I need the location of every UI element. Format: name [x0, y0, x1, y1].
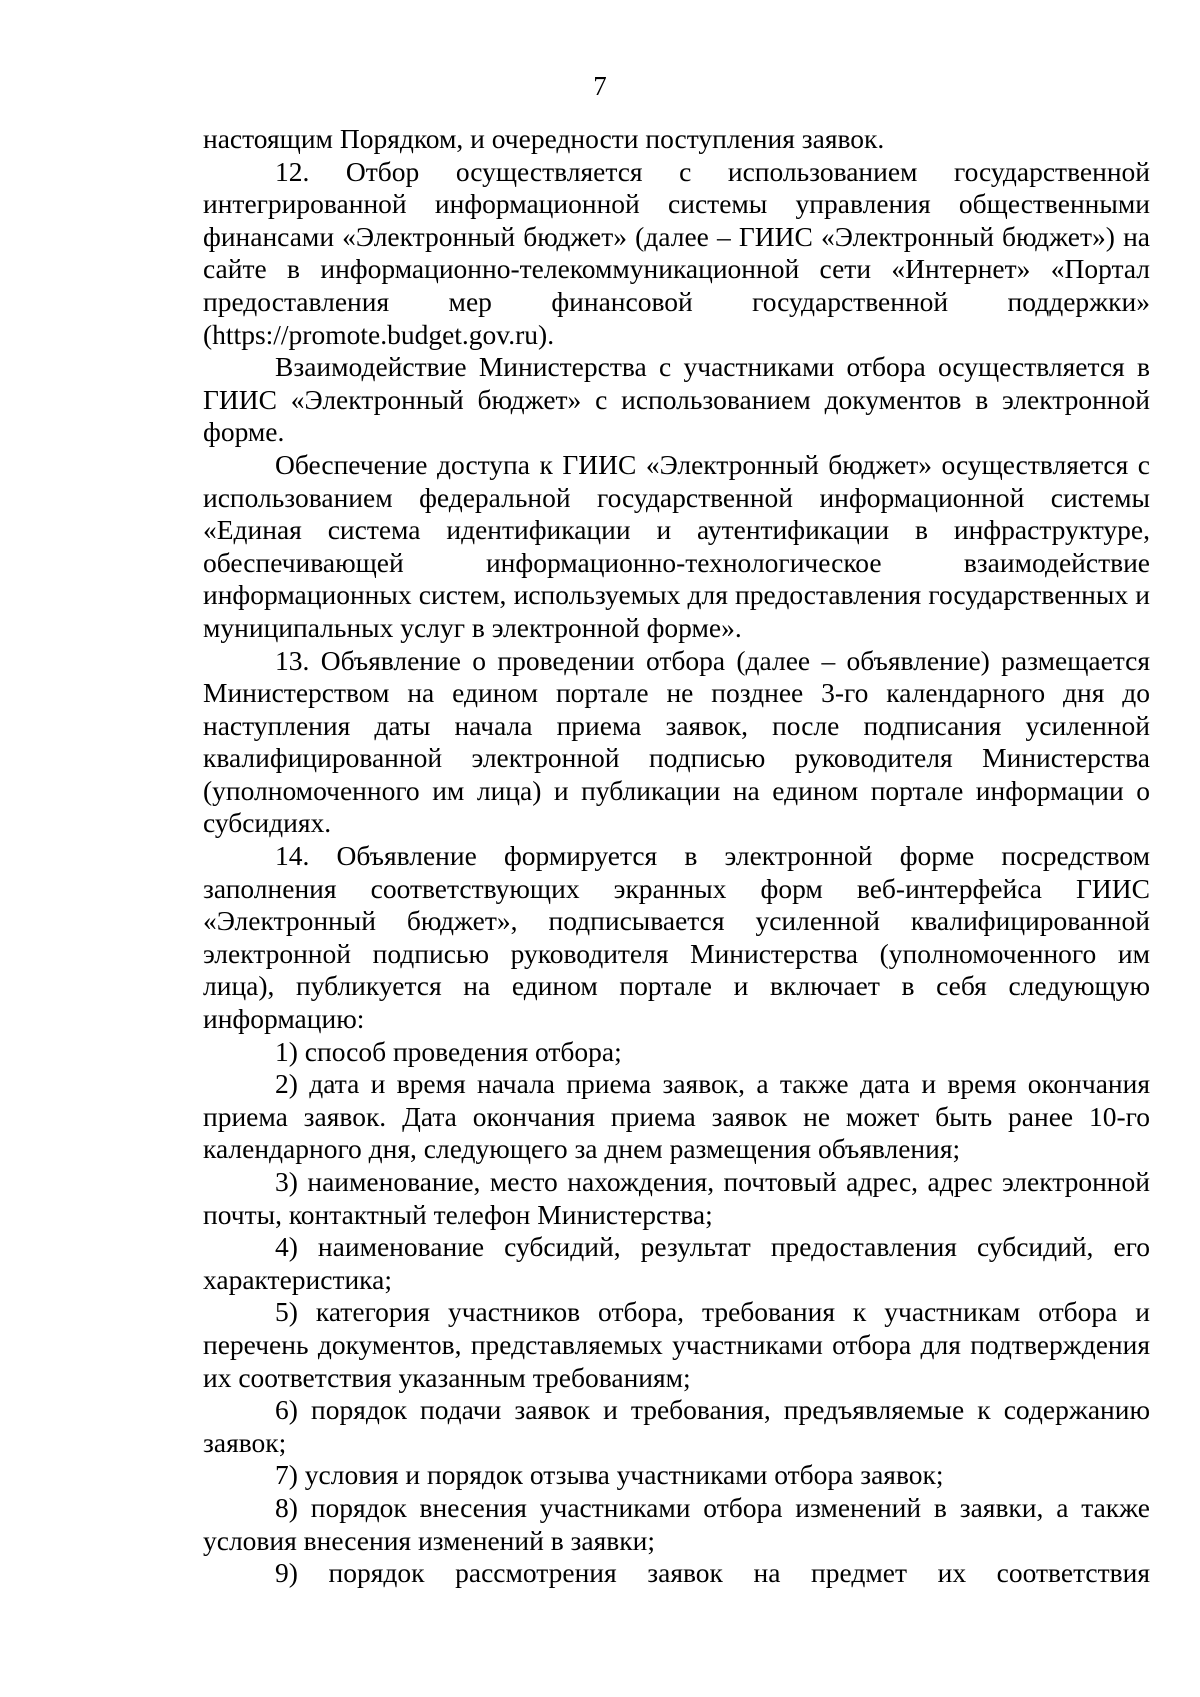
list-item: 1) способ проведения отбора;: [275, 1035, 622, 1067]
list-item: 7) условия и порядок отзыва участниками отбора заявок;: [275, 1459, 944, 1491]
list-item: 8) порядок внесения участниками отбора изменений в заявки, а также условия внесения изменений в заявки;: [203, 1491, 1150, 1556]
list-item: 4) наименование субсидий, результат предоставления субсидий, его характеристика;: [203, 1231, 1150, 1295]
paragraph: Взаимодействие Министерства с участниками отбора осуществляется в ГИИС «Электронный бюджет» с использованием документов в электронной форме.: [203, 351, 1150, 448]
paragraph: 14. Объявление формируется в электронной форме посредством заполнения соответствующих экранных форм веб-интерфейса ГИИС «Электронный бюджет», подписывается усиленной квалифицированной электронной подписью руководителя Министерства (уполномоченного им лица), публикуется на едином портале и включает в себя следующую информацию:: [203, 840, 1150, 1035]
list-item: 6) порядок подачи заявок и требования, предъявляемые к содержанию заявок;: [203, 1394, 1150, 1458]
page-number: 7: [593, 71, 607, 101]
paragraph: 13. Объявление о проведении отбора (далее – объявление) размещается Министерством на едином портале не позднее 3-го календарного дня до наступления даты начала приема заявок, после подписания усиленной квалифицированной электронной подписью руководителя Министерства (уполномоченного им лица) и публикации на едином портале информации о субсидиях.: [203, 644, 1150, 839]
list-item: 2) дата и время начала приема заявок, а также дата и время окончания приема заявок. Дата окончания приема заявок не может быть ранее 10-го календарного дня, следующего за днем размещения объявления;: [203, 1068, 1150, 1165]
list-item: 9) порядок рассмотрения заявок на предмет их соответствия: [275, 1557, 1150, 1589]
paragraph: настоящим Порядком, и очередности поступления заявок.: [203, 123, 885, 154]
paragraph: Обеспечение доступа к ГИИС «Электронный бюджет» осуществляется с использованием федеральной государственной информационной системы «Единая система идентификации и аутентификации в инфраструктуре, обеспечивающей информационно-технологическое взаимодействие информационных систем, используемых для предоставления государственных и муниципальных услуг в электронной форме».: [203, 448, 1150, 643]
list-item: 3) наименование, место нахождения, почтовый адрес, адрес электронной почты, контактный телефон Министерства;: [203, 1166, 1150, 1230]
paragraph: 12. Отбор осуществляется с использованием государственной интегрированной информационной системы управления общественными финансами «Электронный бюджет» (далее – ГИИС «Электронный бюджет») на сайте в информационно-телекоммуникационной сети «Интернет» «Портал предоставления мер финансовой государственной поддержки» (https://promote.budget.gov.ru).: [203, 155, 1150, 350]
list-item: 5) категория участников отбора, требования к участникам отбора и перечень документов, представляемых участниками отбора для подтверждения их соответствия указанным требованиям;: [203, 1296, 1150, 1393]
document-body: [203, 123, 1150, 1590]
